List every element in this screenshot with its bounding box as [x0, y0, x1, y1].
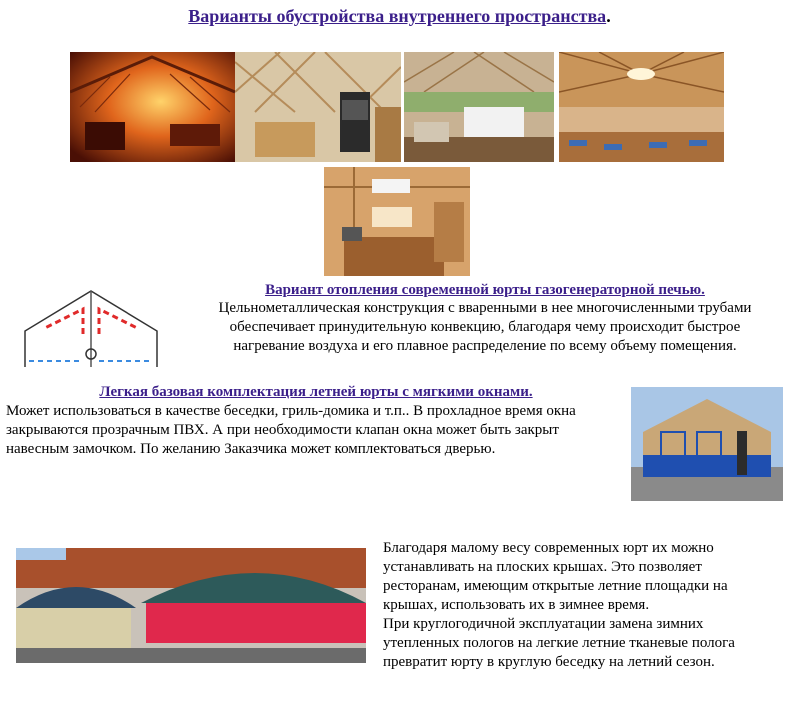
roof-line-2: устанавливать на плоских крышах. Это позволяет [383, 559, 702, 575]
roof-section-text [383, 539, 803, 672]
yurt-interior-warm-photo [70, 52, 235, 162]
yurt-interior-living-photo [404, 52, 554, 162]
summer-line-3: навесным замочком. По желанию Заказчика может комплектоваться дверью. [6, 441, 496, 457]
roof-line-7: превратит юрту в круглую беседку на летний сезон. [383, 654, 715, 670]
roof-line-4: крышах, использовать их в зимнее время. [383, 597, 650, 613]
yurt-interior-yoga-photo [559, 52, 724, 162]
summer-section-heading [6, 384, 626, 401]
roof-line-3: ресторанам, имеющим открытые летние площадки на [383, 578, 728, 594]
summer-section-text [6, 402, 626, 459]
heating-line-1: Цельнометаллическая конструкция с вваренными в нее многочисленными трубами [218, 300, 752, 316]
roof-line-5: При круглогодичной эксплуатации замена зимних [383, 616, 704, 632]
summer-line-1: Может использоваться в качестве беседки, гриль-домика и т.п.. В прохладное время окна [6, 403, 576, 419]
yurt-interior-kitchen-photo [235, 52, 401, 162]
heating-section-heading [185, 282, 785, 299]
yurt-kitchen-corner-photo [324, 167, 470, 276]
page-title [0, 6, 799, 27]
page-title-link[interactable]: Варианты обустройства внутреннего пространства [188, 6, 607, 26]
heating-heading-link[interactable]: Вариант отопления современной юрты газогенераторной печью. [265, 282, 705, 298]
heating-section-text [170, 299, 800, 356]
rooftop-yurts-photo [16, 548, 366, 663]
page-title-period: . [606, 6, 611, 26]
summer-heading-link[interactable]: Легкая базовая комплектация летней юрты с мягкими окнами. [99, 384, 533, 400]
heating-line-3: нагревание воздуха и его плавное распределение по всему объему помещения. [233, 338, 737, 354]
roof-line-6: утепленных пологов на легкие летние тканевые полога [383, 635, 735, 651]
roof-line-1: Благодаря малому весу современных юрт их можно [383, 540, 714, 556]
summer-yurt-photo [631, 387, 783, 501]
summer-line-2: закрываются прозрачным ПВХ. А при необходимости клапан окна может быть закрыт [6, 422, 559, 438]
heating-convection-diagram [23, 289, 159, 369]
heating-line-2: обеспечивает принудительную конвекцию, благодаря чему происходит быстрое [229, 319, 741, 335]
